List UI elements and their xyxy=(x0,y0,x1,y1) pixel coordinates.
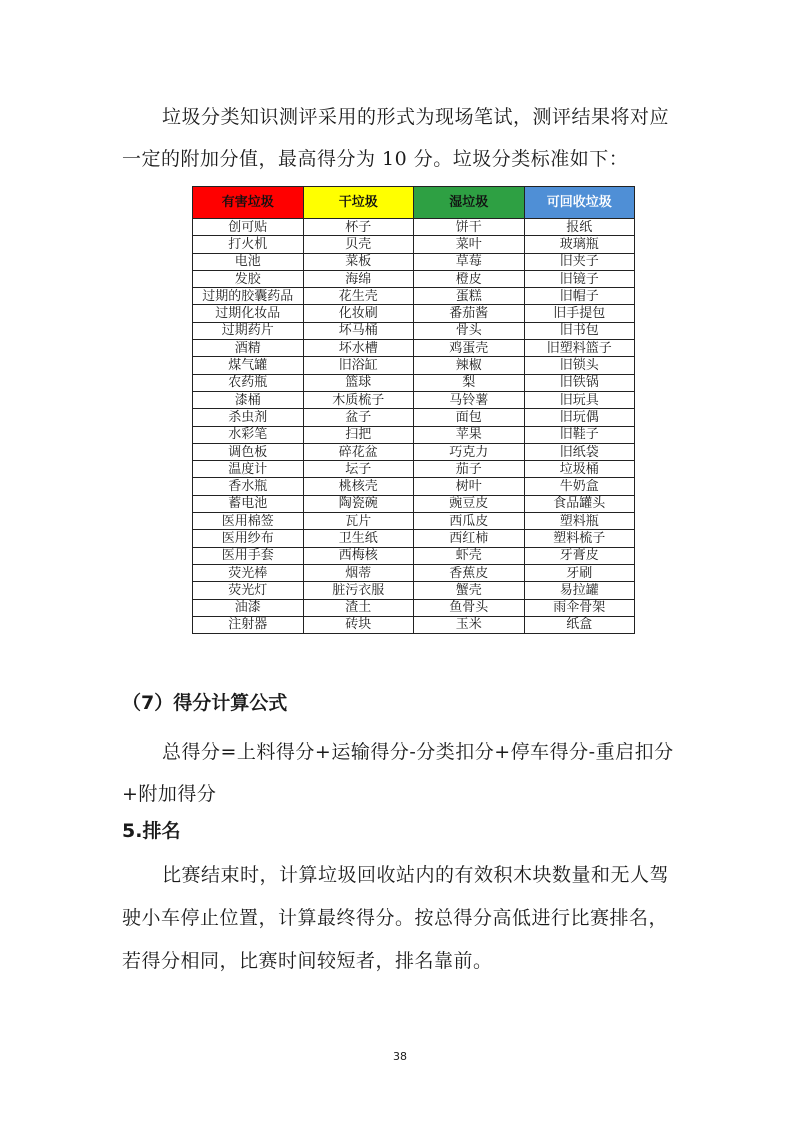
table-cell: 梨 xyxy=(414,374,525,391)
table-cell: 漆桶 xyxy=(193,391,304,408)
table-row xyxy=(193,288,635,305)
table-cell: 杯子 xyxy=(303,219,414,236)
table-cell: 砖块 xyxy=(303,616,414,633)
table-cell: 渣土 xyxy=(303,599,414,616)
table-cell: 海绵 xyxy=(303,270,414,287)
table-cell: 篮球 xyxy=(303,374,414,391)
table-cell: 旧鞋子 xyxy=(524,426,635,443)
table-cell: 香水瓶 xyxy=(193,478,304,495)
table-cell: 电池 xyxy=(193,253,304,270)
table-cell: 豌豆皮 xyxy=(414,495,525,512)
table-cell: 巧克力 xyxy=(414,443,525,460)
score-formula: 总得分=上料得分+运输得分-分类扣分+停车得分-重启扣分+附加得分 xyxy=(122,741,674,805)
table-cell: 脏污衣服 xyxy=(303,582,414,599)
table-cell: 茄子 xyxy=(414,461,525,478)
table-cell: 牙膏皮 xyxy=(524,547,635,564)
table-cell: 牙刷 xyxy=(524,564,635,581)
table-cell: 雨伞骨架 xyxy=(524,599,635,616)
table-cell: 鱼骨头 xyxy=(414,599,525,616)
table-cell: 面包 xyxy=(414,409,525,426)
table-cell: 过期化妆品 xyxy=(193,305,304,322)
table-cell: 蓄电池 xyxy=(193,495,304,512)
intro-paragraph: 垃圾分类知识测评采用的形式为现场笔试，测评结果将对应一定的附加分值，最高得分为 10 分。垃圾分类标准如下： xyxy=(122,106,670,170)
table-row xyxy=(193,374,635,391)
table-cell: 酒精 xyxy=(193,340,304,357)
table-cell: 旧纸袋 xyxy=(524,443,635,460)
table-cell: 蛋糕 xyxy=(414,288,525,305)
table-row xyxy=(193,616,635,633)
table-row xyxy=(193,564,635,581)
table-cell: 碎花盆 xyxy=(303,443,414,460)
table-cell: 菜叶 xyxy=(414,236,525,253)
table-cell: 桃核壳 xyxy=(303,478,414,495)
table-cell: 调色板 xyxy=(193,443,304,460)
table-row xyxy=(193,270,635,287)
table-cell: 西瓜皮 xyxy=(414,513,525,530)
table-cell: 坛子 xyxy=(303,461,414,478)
table-cell: 菜板 xyxy=(303,253,414,270)
table-cell: 香蕉皮 xyxy=(414,564,525,581)
table-row xyxy=(193,426,635,443)
table-row xyxy=(193,513,635,530)
table-cell: 旧玩具 xyxy=(524,391,635,408)
table-cell: 橙皮 xyxy=(414,270,525,287)
table-row xyxy=(193,478,635,495)
table-cell: 骨头 xyxy=(414,322,525,339)
table-cell: 饼干 xyxy=(414,219,525,236)
header-wet: 湿垃圾 xyxy=(414,187,525,219)
table-cell: 杀虫剂 xyxy=(193,409,304,426)
table-cell: 注射器 xyxy=(193,616,304,633)
table-cell: 旧塑料篮子 xyxy=(524,340,635,357)
table-row xyxy=(193,530,635,547)
table-cell: 农药瓶 xyxy=(193,374,304,391)
section-7-title: （7）得分计算公式 xyxy=(122,692,288,714)
table-row xyxy=(193,253,635,270)
table-cell: 纸盒 xyxy=(524,616,635,633)
table-row xyxy=(193,219,635,236)
table-cell: 花生壳 xyxy=(303,288,414,305)
table-cell: 苹果 xyxy=(414,426,525,443)
table-cell: 旧玩偶 xyxy=(524,409,635,426)
table-cell: 油漆 xyxy=(193,599,304,616)
garbage-classification-table xyxy=(192,186,635,634)
header-hazardous: 有害垃圾 xyxy=(193,187,304,219)
section-5-title: 5.排名 xyxy=(122,820,181,842)
table-cell: 玉米 xyxy=(414,616,525,633)
table-cell: 化妆刷 xyxy=(303,305,414,322)
table-cell: 旧书包 xyxy=(524,322,635,339)
header-recyclable: 可回收垃圾 xyxy=(524,187,635,219)
table-cell: 扫把 xyxy=(303,426,414,443)
table-row xyxy=(193,495,635,512)
table-cell: 塑料瓶 xyxy=(524,513,635,530)
table-row xyxy=(193,547,635,564)
table-cell: 陶瓷碗 xyxy=(303,495,414,512)
table-cell: 创可贴 xyxy=(193,219,304,236)
header-dry: 干垃圾 xyxy=(303,187,414,219)
table-cell: 坏马桶 xyxy=(303,322,414,339)
table-row xyxy=(193,305,635,322)
table-cell: 旧镜子 xyxy=(524,270,635,287)
table-cell: 贝壳 xyxy=(303,236,414,253)
table-cell: 旧浴缸 xyxy=(303,357,414,374)
table-row xyxy=(193,236,635,253)
table-row xyxy=(193,340,635,357)
table-cell: 医用手套 xyxy=(193,547,304,564)
table-cell: 草莓 xyxy=(414,253,525,270)
table-cell: 蟹壳 xyxy=(414,582,525,599)
page-number: 38 xyxy=(393,1050,407,1063)
table-row xyxy=(193,582,635,599)
table-row xyxy=(193,599,635,616)
table-cell: 发胶 xyxy=(193,270,304,287)
ranking-paragraph: 比赛结束时，计算垃圾回收站内的有效积木块数量和无人驾驶小车停止位置，计算最终得分。按总得分高低进行比赛排名，若得分相同，比赛时间较短者，排名靠前。 xyxy=(122,864,670,972)
table-cell: 旧锁头 xyxy=(524,357,635,374)
table-cell: 西红柿 xyxy=(414,530,525,547)
table-row xyxy=(193,391,635,408)
table-cell: 荧光棒 xyxy=(193,564,304,581)
table-cell: 瓦片 xyxy=(303,513,414,530)
table-cell: 盆子 xyxy=(303,409,414,426)
table-cell: 卫生纸 xyxy=(303,530,414,547)
table-cell: 树叶 xyxy=(414,478,525,495)
table-cell: 虾壳 xyxy=(414,547,525,564)
table-cell: 木质梳子 xyxy=(303,391,414,408)
table-cell: 食品罐头 xyxy=(524,495,635,512)
table-row xyxy=(193,357,635,374)
table-cell: 医用纱布 xyxy=(193,530,304,547)
table-row xyxy=(193,322,635,339)
table-row xyxy=(193,409,635,426)
table-cell: 西梅核 xyxy=(303,547,414,564)
table-cell: 煤气罐 xyxy=(193,357,304,374)
table-cell: 坏水槽 xyxy=(303,340,414,357)
table-cell: 荧光灯 xyxy=(193,582,304,599)
table-cell: 旧夹子 xyxy=(524,253,635,270)
table-cell: 易拉罐 xyxy=(524,582,635,599)
table-cell: 过期的胶囊药品 xyxy=(193,288,304,305)
table-cell: 烟蒂 xyxy=(303,564,414,581)
table-cell: 过期药片 xyxy=(193,322,304,339)
table-cell: 鸡蛋壳 xyxy=(414,340,525,357)
table-cell: 辣椒 xyxy=(414,357,525,374)
table-cell: 旧铁锅 xyxy=(524,374,635,391)
table-row xyxy=(193,461,635,478)
table-cell: 玻璃瓶 xyxy=(524,236,635,253)
table-cell: 垃圾桶 xyxy=(524,461,635,478)
table-cell: 温度计 xyxy=(193,461,304,478)
table-header-row xyxy=(193,187,635,219)
table-cell: 马铃薯 xyxy=(414,391,525,408)
table-cell: 番茄酱 xyxy=(414,305,525,322)
table-cell: 打火机 xyxy=(193,236,304,253)
table-row xyxy=(193,443,635,460)
table-cell: 旧手提包 xyxy=(524,305,635,322)
table-cell: 塑料梳子 xyxy=(524,530,635,547)
table-cell: 水彩笔 xyxy=(193,426,304,443)
table-cell: 报纸 xyxy=(524,219,635,236)
table-cell: 牛奶盒 xyxy=(524,478,635,495)
table-cell: 旧帽子 xyxy=(524,288,635,305)
table-cell: 医用棉签 xyxy=(193,513,304,530)
